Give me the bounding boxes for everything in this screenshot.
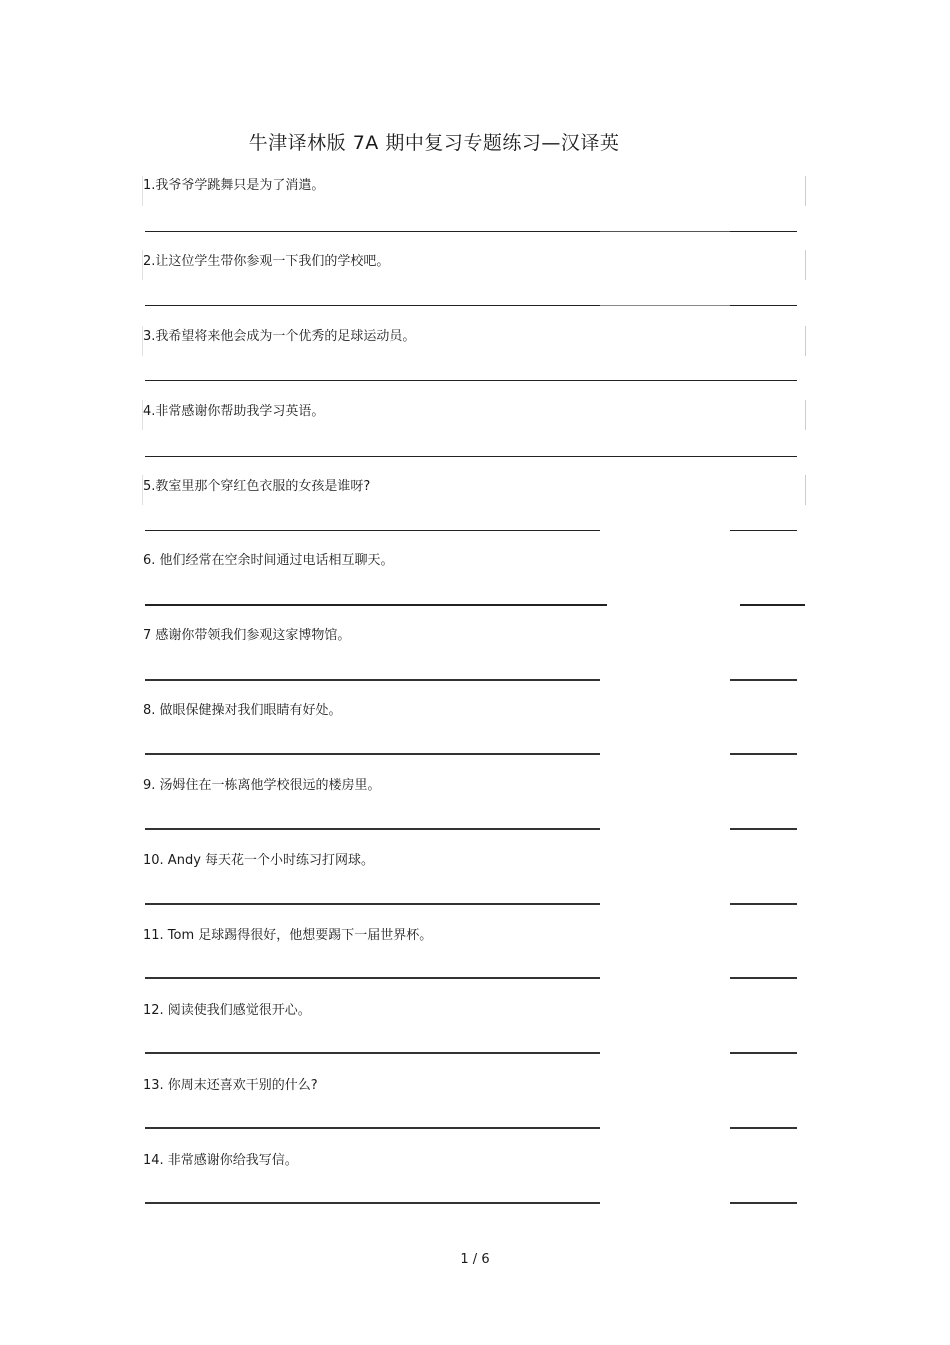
answer-line-12b bbox=[730, 1052, 797, 1054]
answer-line-13b bbox=[730, 1127, 797, 1129]
question-13: 13. 你周末还喜欢干别的什么? bbox=[143, 1078, 318, 1093]
answer-line-14a bbox=[145, 1202, 600, 1204]
answer-line-10a bbox=[145, 903, 600, 905]
answer-line-8b bbox=[730, 753, 797, 755]
document-title: 牛津译林版 7A 期中复习专题练习—汉译英 bbox=[248, 132, 620, 154]
question-2: 2.让这位学生带你参观一下我们的学校吧。 bbox=[143, 254, 390, 269]
answer-line-11a bbox=[145, 977, 600, 979]
answer-line-2a bbox=[145, 305, 600, 306]
answer-line-3 bbox=[145, 380, 797, 381]
question-9: 9. 汤姆住在一栋离他学校很远的楼房里。 bbox=[143, 778, 381, 793]
answer-line-2c bbox=[730, 305, 797, 306]
answer-line-5a bbox=[145, 530, 600, 531]
question-10: 10. Andy 每天花一个小时练习打网球。 bbox=[143, 853, 375, 868]
answer-line-12a bbox=[145, 1052, 600, 1054]
answer-line-13a bbox=[145, 1127, 600, 1129]
margin-mark bbox=[805, 176, 806, 206]
answer-line-7a bbox=[145, 679, 600, 681]
question-5: 5.教室里那个穿红色衣服的女孩是谁呀? bbox=[143, 479, 371, 494]
answer-line-4 bbox=[145, 456, 797, 457]
answer-line-6a bbox=[145, 604, 607, 606]
answer-line-11b bbox=[730, 977, 797, 979]
question-8: 8. 做眼保健操对我们眼睛有好处。 bbox=[143, 703, 342, 718]
answer-line-1a bbox=[145, 231, 600, 232]
answer-line-6b bbox=[740, 604, 805, 606]
answer-line-1c bbox=[730, 231, 797, 232]
answer-line-7b bbox=[730, 679, 797, 681]
answer-line-14b bbox=[730, 1202, 797, 1204]
answer-line-1b bbox=[600, 231, 730, 232]
margin-mark bbox=[805, 326, 806, 356]
answer-line-9a bbox=[145, 828, 600, 830]
answer-line-10b bbox=[730, 903, 797, 905]
answer-line-5b bbox=[730, 530, 797, 531]
question-1: 1.我爷爷学跳舞只是为了消遣。 bbox=[143, 178, 325, 193]
question-11: 11. Tom 足球踢得很好，他想要踢下一届世界杯。 bbox=[143, 928, 433, 943]
answer-line-9b bbox=[730, 828, 797, 830]
margin-mark bbox=[805, 250, 806, 280]
question-6: 6. 他们经常在空余时间通过电话相互聊天。 bbox=[143, 553, 394, 568]
question-4: 4.非常感谢你帮助我学习英语。 bbox=[143, 404, 325, 419]
page-number: 1 / 6 bbox=[460, 1252, 490, 1267]
question-7: 7 感谢你带领我们参观这家博物馆。 bbox=[143, 628, 351, 643]
question-14: 14. 非常感谢你给我写信。 bbox=[143, 1153, 298, 1168]
answer-line-2b bbox=[600, 305, 730, 306]
margin-mark bbox=[805, 475, 806, 505]
question-12: 12. 阅读使我们感觉很开心。 bbox=[143, 1003, 311, 1018]
margin-mark bbox=[805, 400, 806, 430]
answer-line-8a bbox=[145, 753, 600, 755]
question-3: 3.我希望将来他会成为一个优秀的足球运动员。 bbox=[143, 329, 416, 344]
